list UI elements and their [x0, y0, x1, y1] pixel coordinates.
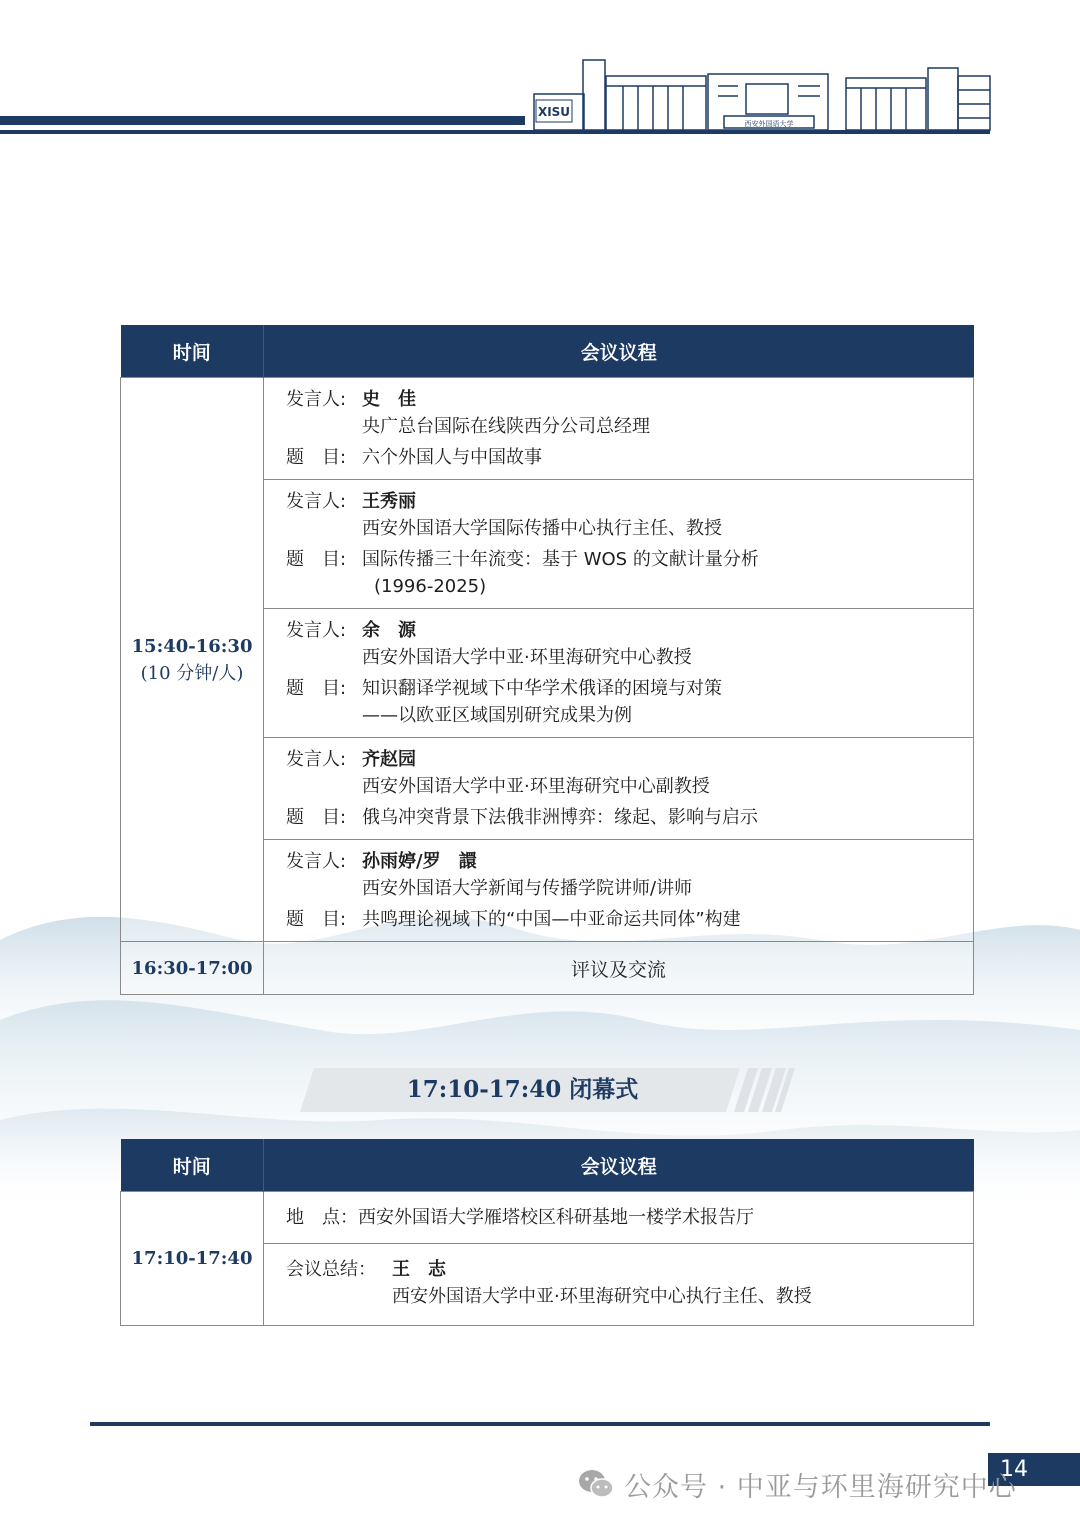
speaker-affiliation: 西安外国语大学新闻与传播学院讲师/讲师	[362, 878, 693, 899]
topic-label: 题 目:	[286, 678, 347, 699]
speaker-name: 王秀丽	[362, 491, 416, 512]
campus-logo-text: XISU	[537, 105, 571, 119]
speaker-affiliation: 央广总台国际在线陕西分公司总经理	[362, 416, 650, 437]
campus-building-illustration	[528, 56, 993, 132]
speaker-affiliation: 西安外国语大学中亚·环里海研究中心副教授	[362, 776, 710, 797]
speaker-entry	[264, 840, 974, 942]
session-time: 15:40-16:30	[131, 635, 253, 657]
footer-rule	[90, 1422, 990, 1426]
header-agenda: 会议议程	[264, 325, 974, 378]
topic-continuation: (1996-2025)	[374, 576, 487, 597]
closing-time-cell	[121, 1192, 264, 1326]
speaker-name: 孙雨婷/罗 譞	[362, 851, 477, 872]
discussion-time: 16:30-17:00	[121, 942, 264, 995]
summary-entry	[264, 1244, 974, 1326]
wechat-icon	[577, 1468, 615, 1500]
speaker-label: 发言人:	[286, 620, 347, 641]
speaker-entry	[264, 480, 974, 609]
campus-building-caption: 西安外国语大学	[744, 120, 794, 128]
topic-title: 六个外国人与中国故事	[362, 447, 542, 468]
header-time: 时间	[121, 1139, 264, 1192]
topic-title: 俄乌冲突背景下法俄非洲博弈：缘起、影响与启示	[362, 807, 758, 828]
agenda-table-session	[120, 325, 974, 995]
topic-continuation: ——以欧亚区域国别研究成果为例	[362, 705, 632, 726]
topic-title: 共鸣理论视域下的“中国—中亚命运共同体”构建	[362, 909, 741, 930]
discussion-label: 评议及交流	[264, 942, 974, 995]
speaker-entry	[264, 609, 974, 738]
location-label: 地 点：	[286, 1207, 358, 1228]
speaker-entry	[264, 738, 974, 840]
speaker-label: 发言人:	[286, 749, 347, 770]
topic-label: 题 目:	[286, 909, 347, 930]
summary-name: 王 志	[392, 1259, 446, 1280]
summary-affiliation: 西安外国语大学中亚·环里海研究中心执行主任、教授	[392, 1286, 812, 1307]
topic-title: 国际传播三十年流变：基于 WOS 的文献计量分析	[362, 549, 759, 570]
topic-title: 知识翻译学视域下中华学术俄译的困境与对策	[362, 678, 722, 699]
session-time-note: (10 分钟/人)	[140, 662, 244, 684]
topic-label: 题 目:	[286, 807, 347, 828]
speaker-entry	[264, 378, 974, 480]
speaker-label: 发言人:	[286, 851, 347, 872]
summary-label: 会议总结：	[286, 1259, 376, 1280]
speaker-affiliation: 西安外国语大学中亚·环里海研究中心教授	[362, 647, 692, 668]
speaker-name: 史 佳	[362, 389, 416, 410]
speaker-name: 齐赵园	[362, 749, 416, 770]
session-time-cell	[121, 378, 264, 942]
speaker-name: 余 源	[362, 620, 416, 641]
topic-label: 题 目:	[286, 447, 347, 468]
location-value: 西安外国语大学雁塔校区科研基地一楼学术报告厅	[358, 1207, 754, 1228]
agenda-table-closing	[120, 1139, 974, 1326]
location-entry	[264, 1192, 974, 1244]
closing-time: 17:10-17:40	[131, 1248, 253, 1269]
speaker-affiliation: 西安外国语大学国际传播中心执行主任、教授	[362, 518, 722, 539]
closing-ceremony-title: 17:10-17:40 闭幕式	[406, 1076, 639, 1103]
speaker-label: 发言人:	[286, 389, 347, 410]
header-rule-thick	[0, 116, 525, 125]
page-number: 14	[988, 1453, 1080, 1486]
speaker-label: 发言人:	[286, 491, 347, 512]
wechat-watermark: 公众号 · 中亚与环里海研究中心	[624, 1472, 1017, 1503]
header-time: 时间	[121, 325, 264, 378]
header-agenda: 会议议程	[264, 1139, 974, 1192]
topic-label: 题 目:	[286, 549, 347, 570]
